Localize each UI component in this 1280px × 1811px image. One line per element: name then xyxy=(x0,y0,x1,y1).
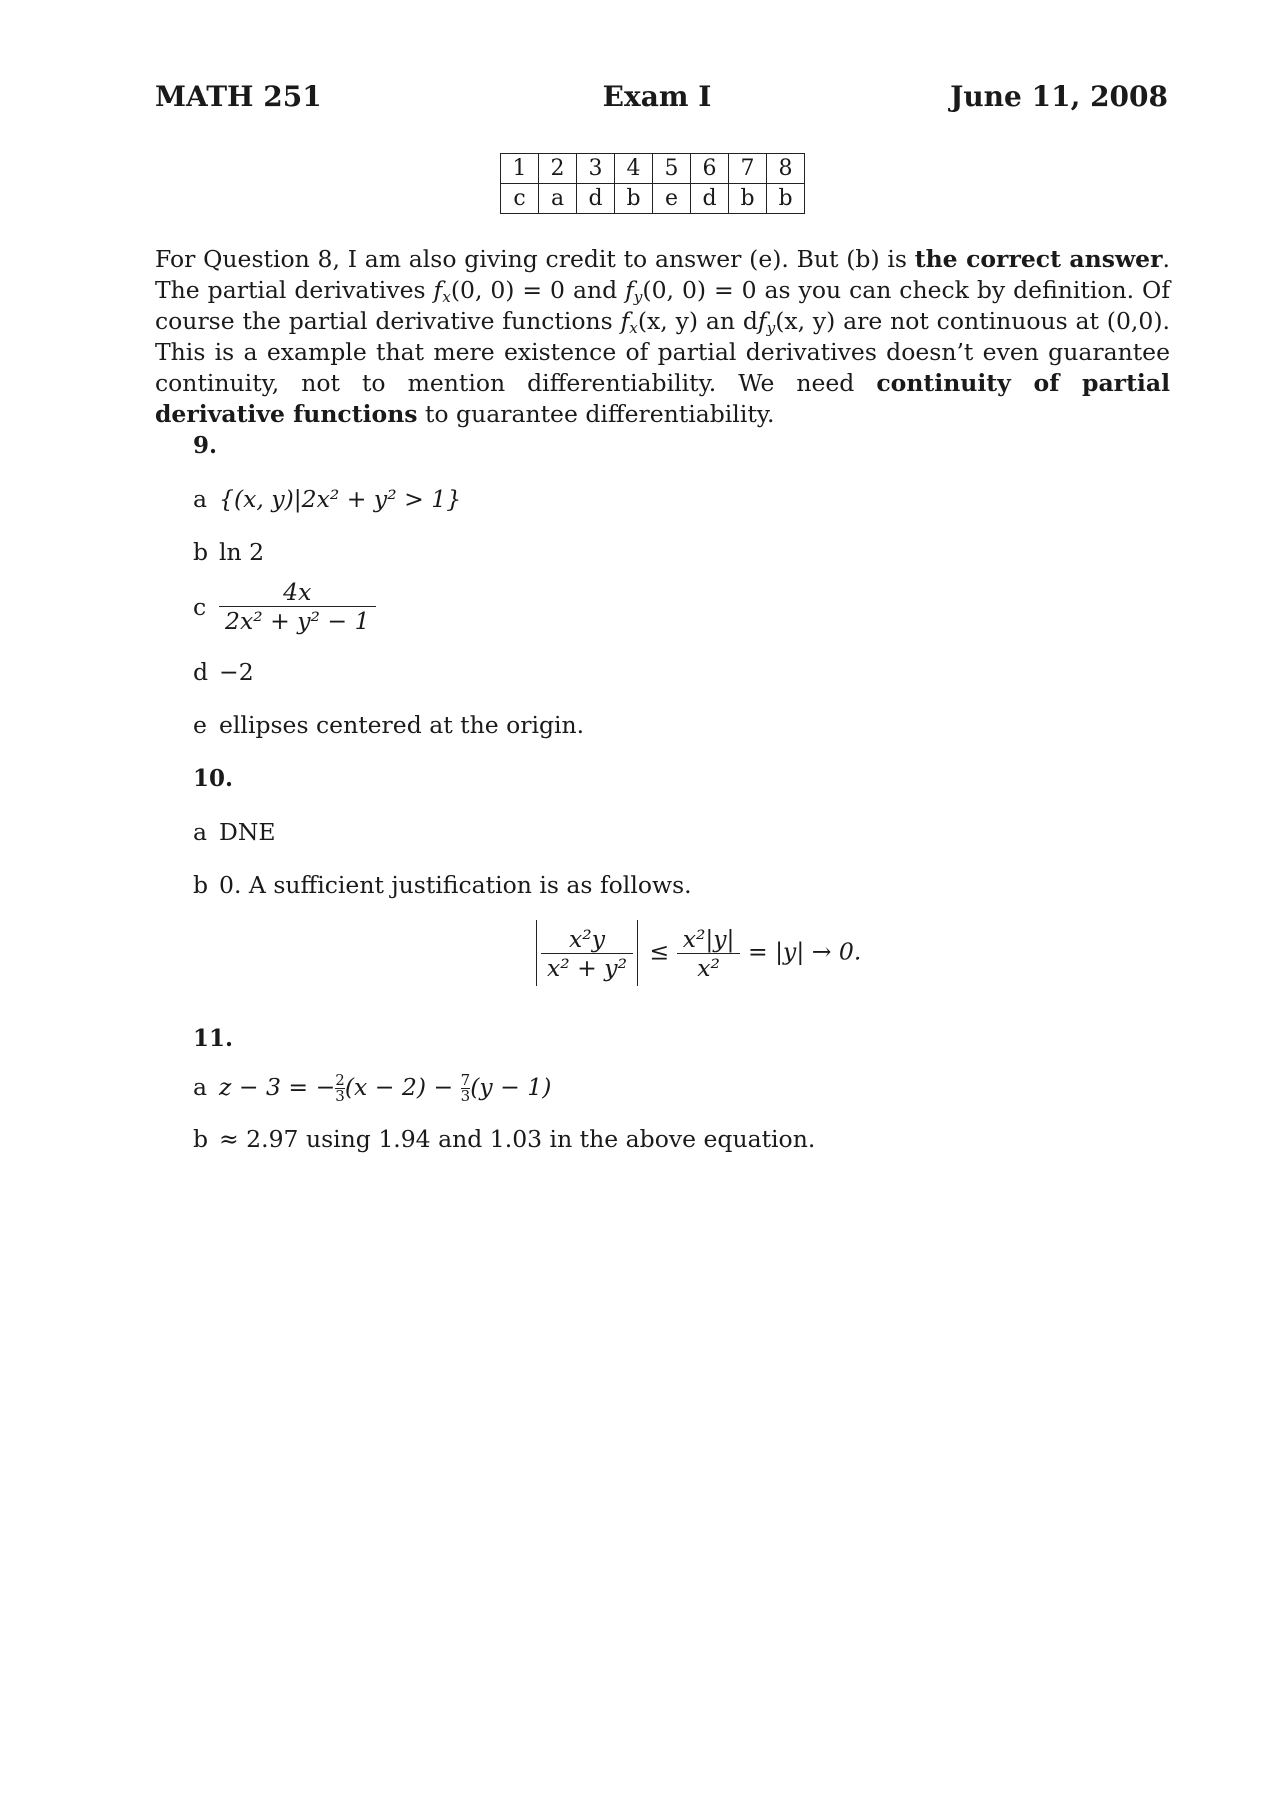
q10-fraction-right: $\frac{\text{x²|y|}}{\text{x²}}$ xyxy=(677,925,741,982)
q11-part-a: a z − 3 = − $\frac{2}{3}$ (x − 2) − $\frac{7}{3}$ (y − 1) xyxy=(193,1071,552,1105)
question-8-note: For Question 8, I am also giving credit to answer (e). But (b) is the correct answer. The partial derivatives $f_x(0$, 0) = 0 and $f_y(0$, 0) = 0 as you can check by definition. Of course the partial derivative functions $f_x(x$, y) an $df_y(x$, y) are not continuous at (0,0). This is a example that mere existence of partial derivatives doesn’t even guarantee continuity, not to mention differentiability. We need continuity of partial derivative functions to guarantee differentiability. xyxy=(155,245,1171,428)
exam-title: Exam I xyxy=(602,80,712,113)
answer-cell: b xyxy=(767,184,805,214)
answer-cell: c xyxy=(501,184,539,214)
answer-cell: e xyxy=(653,184,691,214)
question-11-number: 11. xyxy=(193,1025,234,1052)
question-number-cell: 7 xyxy=(729,154,767,184)
question-number-cell: 3 xyxy=(577,154,615,184)
exam-date: June 11, 2008 xyxy=(950,80,1168,113)
answer-key-question-row xyxy=(501,154,805,184)
question-number-cell: 6 xyxy=(691,154,729,184)
q9-part-d: d −2 xyxy=(193,658,254,686)
q11-part-b: b ≈ 2.97 using 1.94 and 1.03 in the above equation. xyxy=(193,1125,816,1153)
q9-c-fraction: $\frac{4x}{\text{2x² + y² − 1}}$ xyxy=(219,578,376,635)
answer-cell: b xyxy=(729,184,767,214)
question-number-cell: 4 xyxy=(615,154,653,184)
answer-key-table xyxy=(500,153,805,214)
course-title: MATH 251 xyxy=(155,80,322,113)
q10-part-b: b 0. A sufficient justification is as follows. xyxy=(193,871,692,899)
emphasis-correct-answer: the correct answer xyxy=(914,245,1163,273)
q11-fraction-2: $\frac{7}{3}$ xyxy=(460,1071,471,1105)
q9-part-a: a {(x, y)|2x² + y² > 1} xyxy=(193,485,462,513)
q9-part-e: e ellipses centered at the origin. xyxy=(193,711,585,739)
question-10-number: 10. xyxy=(193,765,234,792)
answer-cell: b xyxy=(615,184,653,214)
emphasis-continuity: continuity of partial derivative functions xyxy=(155,369,1170,428)
answer-cell: d xyxy=(691,184,729,214)
q11-fraction-1: $\frac{2}{3}$ xyxy=(335,1071,345,1105)
question-9-number: 9. xyxy=(193,432,218,459)
q10-limit-inequality: $\frac{\text{x²y}}{\text{x² + y²}}$ ≤ $\frac{\text{x²|y|}}{\text{x²}}$ = |y| → 0. xyxy=(532,920,861,986)
question-number-cell: 5 xyxy=(653,154,691,184)
q9-part-b: b ln 2 xyxy=(193,538,265,566)
question-number-cell: 1 xyxy=(501,154,539,184)
question-number-cell: 2 xyxy=(539,154,577,184)
answer-key-answer-row xyxy=(501,184,805,214)
q10-fraction-left: $\frac{\text{x²y}}{\text{x² + y²}}$ xyxy=(541,925,633,982)
answer-cell: d xyxy=(577,184,615,214)
question-number-cell: 8 xyxy=(767,154,805,184)
answer-cell: a xyxy=(539,184,577,214)
q9-part-c: c $\frac{4x}{\text{2x² + y² − 1}}$ xyxy=(193,578,376,635)
q10-part-a: a DNE xyxy=(193,818,276,846)
